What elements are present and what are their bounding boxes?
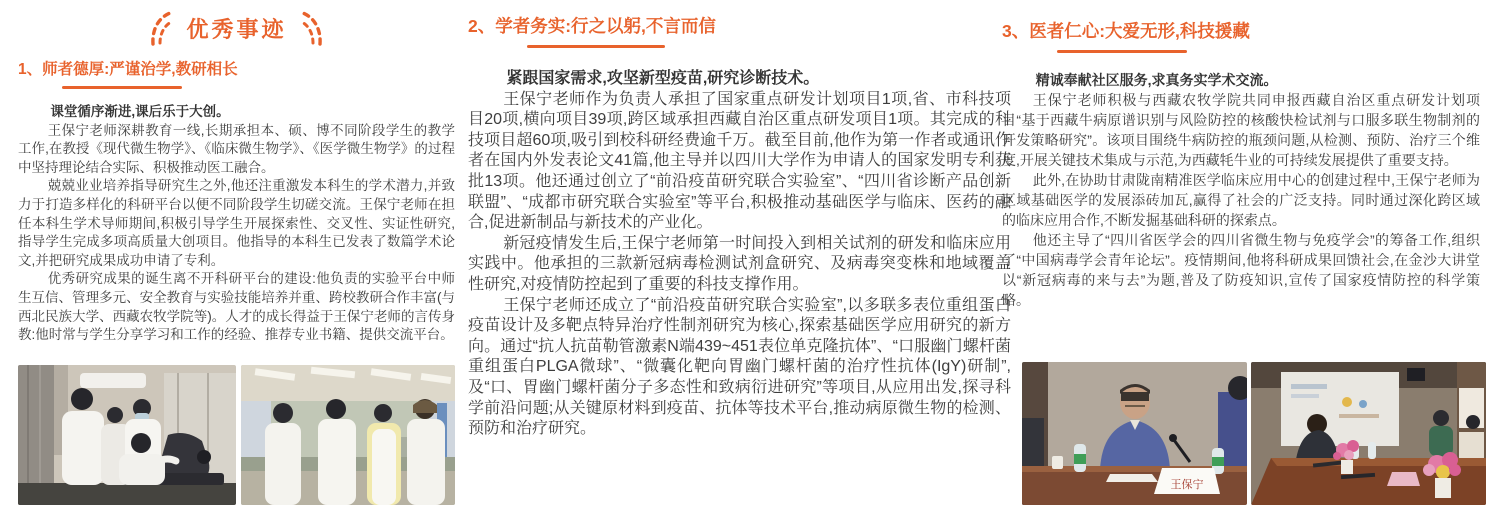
conference-speaker-photo xyxy=(1022,362,1247,505)
section-2-lead: 紧跟国家需求,攻坚新型疫苗,研究诊断技术。 xyxy=(506,70,820,87)
section-scholar xyxy=(468,0,1011,440)
paragraph: 优秀研究成果的诞生离不开科研平台的建设:他负责的实验平台中师生互信、管理多元、安全教育与实验技能培养并重、跨校教研合作丰富(与西北民族大学、西藏农牧学院等)。人才的成长得益于王保宁老师的言传身教:他时常与学生分享学习和工作的经验、推荐专业书籍、提供交流平台。 xyxy=(18,271,455,343)
meeting-room-photo xyxy=(1251,362,1486,505)
section-2-body xyxy=(468,69,1011,440)
laurel-left-icon xyxy=(148,10,174,46)
page-title-row xyxy=(18,8,455,48)
page-title: 优秀事迹 xyxy=(186,16,287,42)
section-1-heading: 1、师者德厚:严谨治学,教研相长 xyxy=(18,61,238,78)
laurel-right-icon xyxy=(299,10,325,46)
paragraph: 新冠疫情发生后,王保宁老师第一时间投入到相关试剂的研发和临床应用实践中。他承担的三款新冠病毒检测试剂盒研究、及病毒突变株和地域覆盖性研究,对疫情防控起到了重要的科技支撑作用。 xyxy=(468,234,1011,293)
name-placard-text: 王保宁 xyxy=(1170,479,1204,491)
section-3-lead: 精诚奉献社区服务,求真务实学术交流。 xyxy=(1035,72,1278,88)
lab-group-photo xyxy=(241,365,455,505)
lab-microscope-photo xyxy=(18,365,236,505)
section-1-body xyxy=(18,103,455,345)
section-teacher xyxy=(18,0,455,345)
section-3-heading: 3、医者仁心:大爱无形,科技援藏 xyxy=(1002,21,1250,41)
paragraph: 王保宁老师积极与西藏农牧学院共同申报西藏自治区重点研发计划项目“基于西藏牛病原谱识别与风险防控的核酸快检试剂与口服多联生物制剂的开发策略研究”。该项目围绕牛病防控的瓶颈问题,从检测、预防、治疗三个维度,开展关键技术集成与示范,为西藏牦牛业的可持续发展提供了重要支持。 xyxy=(1002,92,1480,168)
section-3-body xyxy=(1002,70,1480,310)
paragraph: 此外,在协助甘肃陇南精准医学临床应用中心的创建过程中,王保宁老师为区域基础医学的发展添砖加瓦,赢得了社会的广泛支持。同时通过深化跨区域的临床应用合作,不断发掘基础科研的探索点。 xyxy=(1002,172,1480,228)
section-1-underline xyxy=(62,86,182,89)
section-doctor xyxy=(1002,0,1480,310)
paragraph: 他还主导了“四川省医学会的四川省微生物与免疫学会”的筹备工作,组织了“中国病毒学会青年论坛”。疫情期间,他将科研成果回馈社会,在金沙大讲堂以“新冠病毒的来与去”为题,普及了防疫知识,宣传了国家疫情防控的科学策略。 xyxy=(1002,232,1480,308)
section-2-heading: 2、学者务实:行之以躬,不言而信 xyxy=(468,16,716,36)
section-2-underline xyxy=(527,45,665,48)
paragraph: 王保宁老师还成立了“前沿疫苗研究联合实验室”,以多联多表位重组蛋白疫苗设计及多靶点特异治疗性制剂研究为核心,探索基础医学应用研究的新方向。通过“抗人抗苗勒管激素N端439~451表位单克隆抗体”、“口服幽门螺杆菌重组蛋白PLGA微球”、“微囊化靶向胃幽门螺杆菌的治疗性抗体(IgY)研制”,及“口、胃幽门螺杆菌分子多态性和致病衍进研究”等项目,从应用出发,探寻科学前沿问题;从关键原材料到疫苗、抗体等技术平台,推动病原微生物的检测、预防和治疗研究。 xyxy=(468,296,1011,438)
paragraph: 兢兢业业培养指导研究生之外,他还注重激发本科生的学术潜力,并致力于打造多样化的科研平台以便不同阶段学生切磋交流。王保宁老师在担任本科生学术导师期间,积极引导学生开展探索性、交叉性、实证性研究,指导学生完成多项高质量大创项目。他指导的本科生已发表了数篇学术论文,并把研究成果成功申请了专利。 xyxy=(18,178,455,268)
paragraph: 王保宁老师作为负责人承担了国家重点研发计划项目1项,省、市科技项目20项,横向项目39项,跨区域承担西藏自治区重点研发项目1项。其完成的科技项目超60项,吸引到校科研经费逾千万。截至目前,他作为第一作者或通讯作者在国内外发表论文41篇,他主导并以四川大学作为申请人的国家发明专利获批13项。他还通过创立了“前沿疫苗研究联合实验室”、“四川省诊断产品创新联盟”、“成都市研究联合实验室”等平台,积极推动基础医学与临床、医药的融合,促进新制品与新技术的产业化。 xyxy=(468,90,1011,232)
paragraph: 王保宁老师深耕教育一线,长期承担本、硕、博不同阶段学生的教学工作,在教授《现代微生物学》、《临床微生物学》、《医学微生物学》的过程中坚持理论结合实际、积极推动医工融合。 xyxy=(18,122,455,175)
section-1-lead: 课堂循序渐进,课后乐于大创。 xyxy=(50,104,230,119)
section-3-underline xyxy=(1057,50,1187,53)
